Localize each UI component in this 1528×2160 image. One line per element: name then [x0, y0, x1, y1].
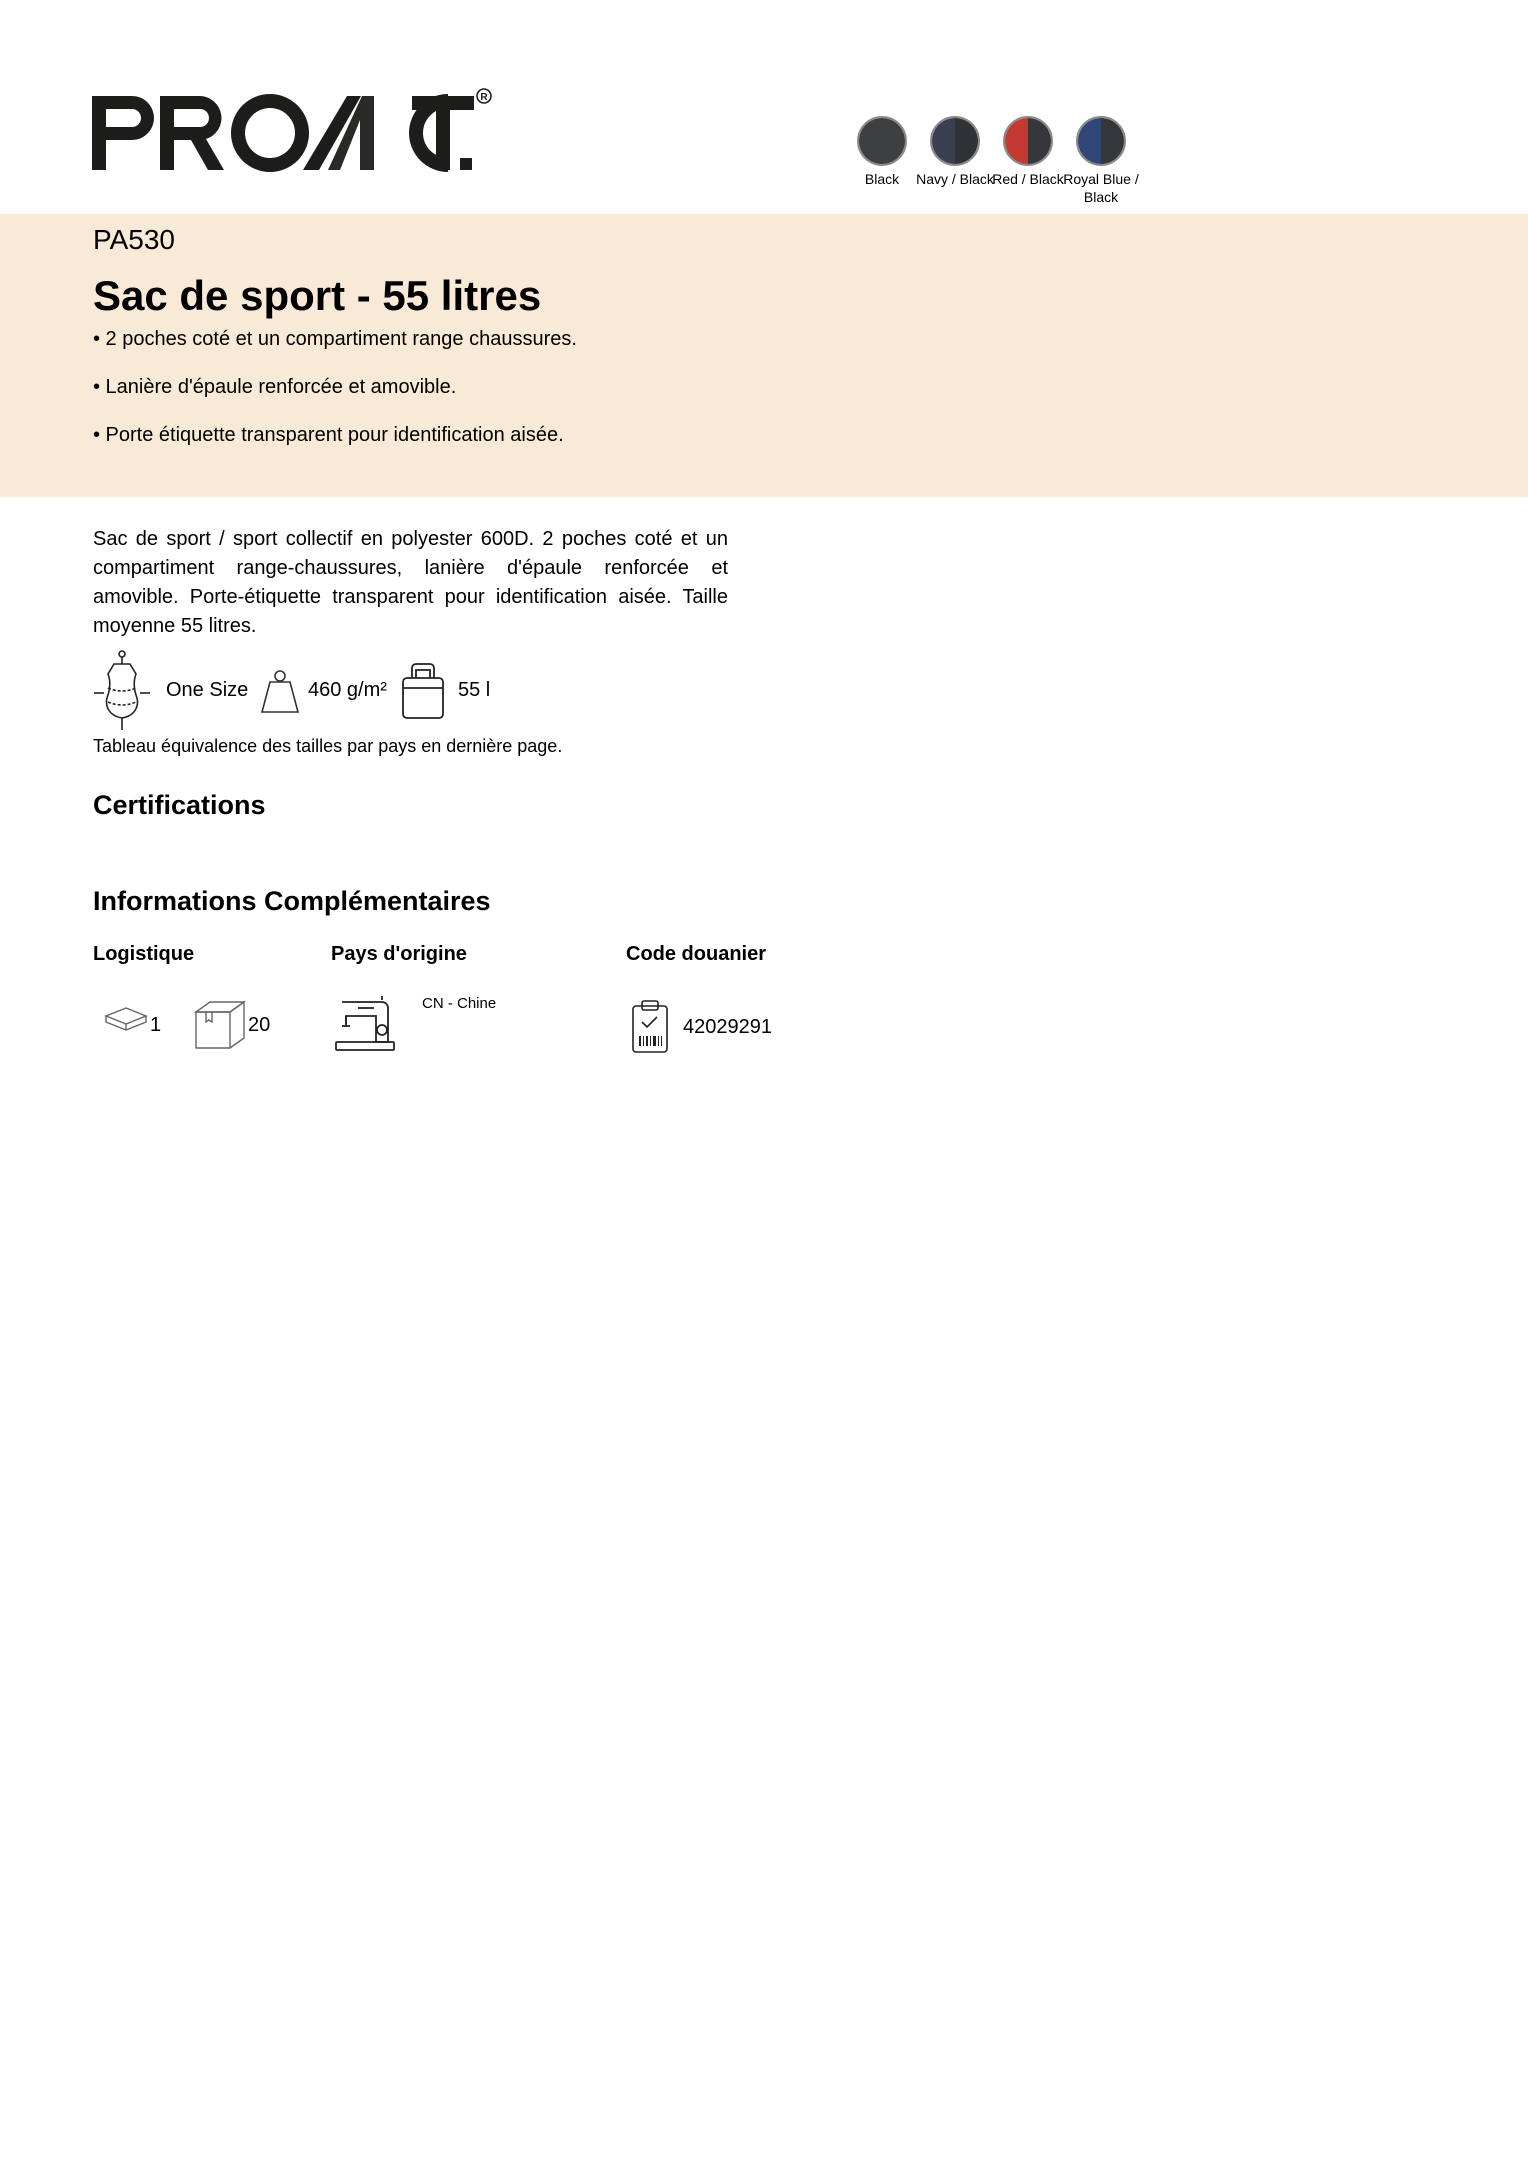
color-swatch-circle	[1076, 116, 1126, 166]
sewing-machine-icon	[334, 996, 396, 1052]
size-value: One Size	[166, 679, 249, 701]
color-swatch-circle	[857, 116, 907, 166]
color-swatch-label: Red / Black	[992, 171, 1064, 187]
product-title: Sac de sport - 55 litres	[93, 272, 542, 319]
product-description: Sac de sport / sport collectif en polyester 600D. 2 poches coté et un compartiment range-chaussures, lanière d'épaule renforcée et amovible. Porte-étiquette transparent pour identification aisée. Taille moyenne 55 litres.	[93, 528, 728, 637]
weight-icon	[258, 668, 302, 716]
logistics-heading: Logistique	[93, 943, 195, 965]
color-swatch-label: Black	[864, 171, 900, 187]
carton-box-icon	[194, 1000, 246, 1050]
feature-bullet: • 2 poches coté et un compartiment range chaussures.	[93, 328, 577, 350]
origin-value: CN - Chine	[422, 995, 497, 1012]
unit-quantity: 1	[150, 1014, 162, 1036]
color-swatch	[988, 116, 1068, 212]
carton-quantity: 20	[248, 1014, 271, 1036]
color-swatch	[1061, 116, 1141, 212]
customs-clipboard-icon	[630, 998, 670, 1054]
origin-heading: Pays d'origine	[331, 943, 467, 965]
mannequin-icon	[92, 648, 152, 732]
color-swatch-label: Navy / Black	[916, 171, 994, 187]
feature-bullet: • Porte étiquette transparent pour identification aisée.	[93, 424, 564, 446]
color-swatch-circle	[1003, 116, 1053, 166]
color-swatch-circle	[930, 116, 980, 166]
info-heading: Informations Complémentaires	[93, 886, 491, 916]
volume-value: 55 l	[458, 679, 491, 701]
unit-package-icon	[104, 1006, 148, 1032]
color-swatch	[842, 116, 922, 212]
weight-value: 460 g/m²	[308, 679, 387, 701]
color-swatch	[915, 116, 995, 212]
feature-bullet: • Lanière d'épaule renforcée et amovible.	[93, 376, 457, 398]
customs-code: 42029291	[683, 1016, 772, 1038]
product-reference: PA530	[93, 224, 175, 255]
bag-icon	[400, 662, 446, 720]
product-header-band	[0, 214, 1528, 497]
color-swatch-label: Royal Blue / Black	[1063, 171, 1139, 205]
proact-logo	[92, 88, 492, 178]
svg-text:R: R	[480, 92, 488, 103]
customs-heading: Code douanier	[626, 943, 767, 965]
size-chart-note: Tableau équivalence des tailles par pays en dernière page.	[93, 736, 563, 756]
certifications-heading: Certifications	[93, 790, 266, 820]
